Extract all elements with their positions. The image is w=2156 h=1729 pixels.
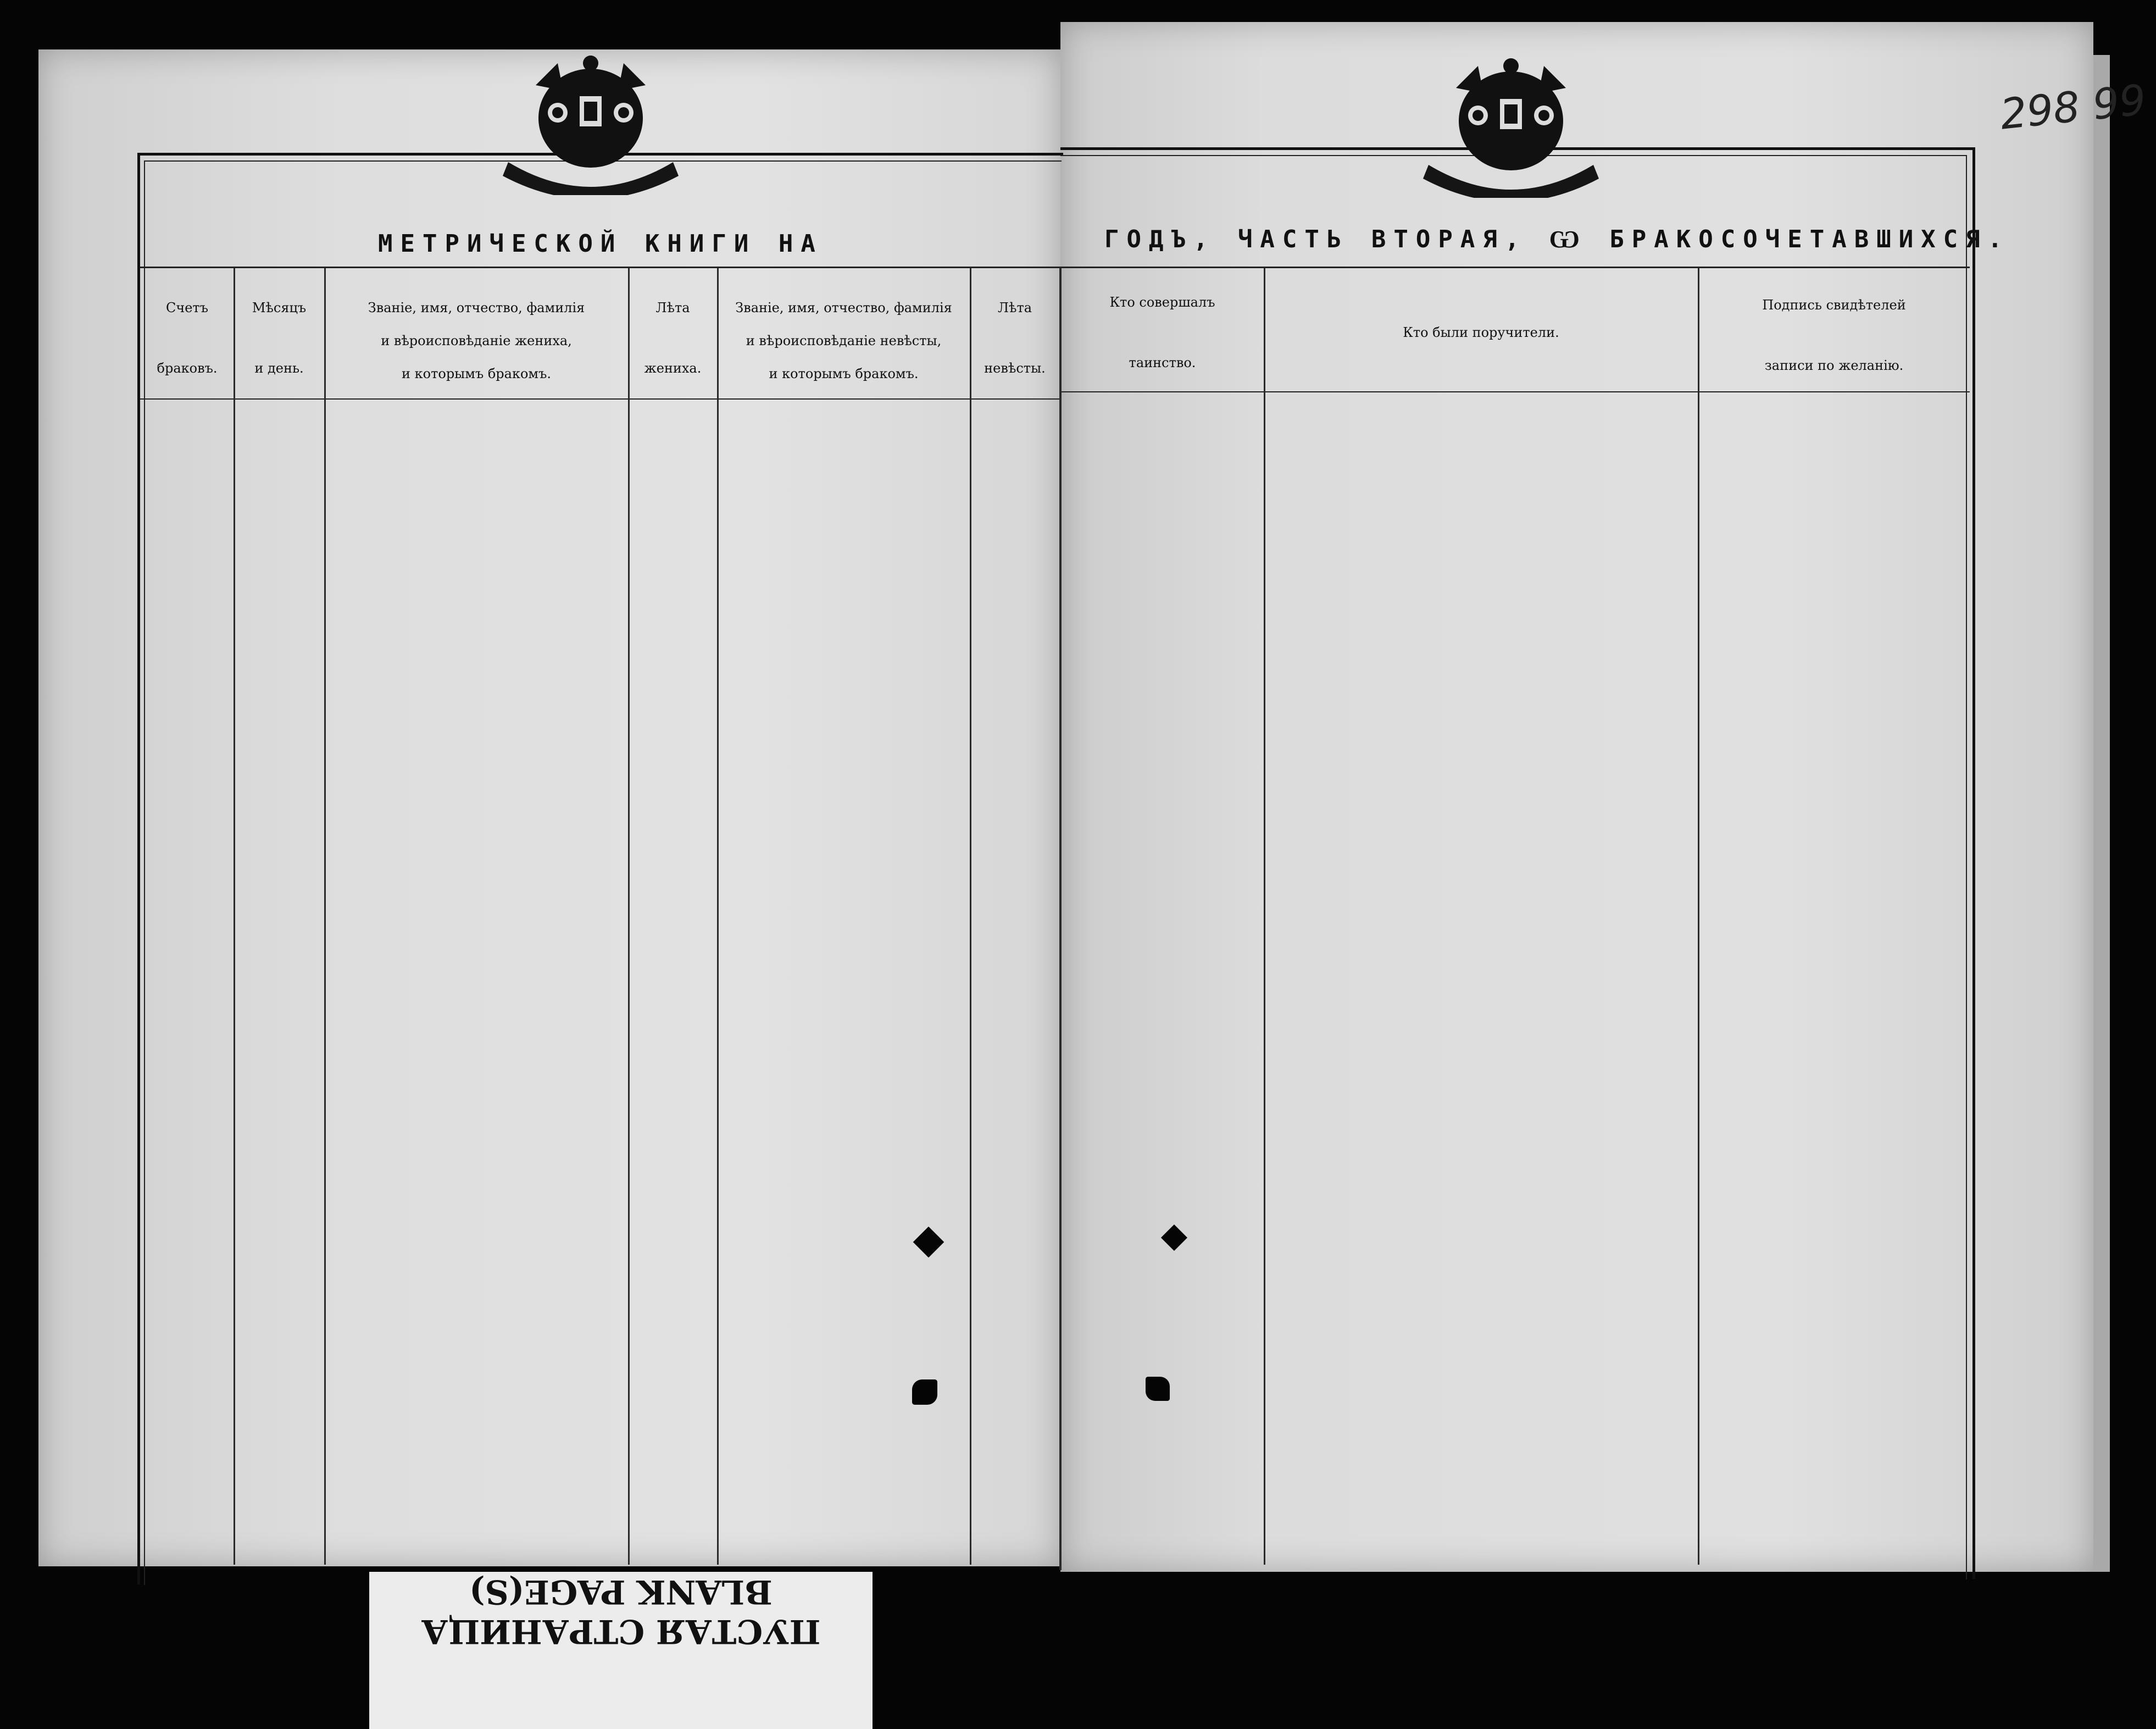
handwritten-page-number: 298 99 bbox=[1998, 75, 2148, 139]
column-header-bride-age: Лѣта невѣсты. bbox=[984, 300, 1046, 376]
column-header-guarantors: Кто были поручители. bbox=[1403, 325, 1559, 340]
header-top-rule-left bbox=[140, 267, 1060, 268]
column-header-officiant: Кто совершалъ таинство. bbox=[1109, 295, 1215, 370]
column-header-month-day: Мѣсяцъ и день. bbox=[252, 300, 307, 376]
column-divider bbox=[324, 268, 326, 1565]
column-header-groom-details: Званіе, имя, отчество, фамилія и вѣроисповѣданіе жениха, и которымъ бракомъ. bbox=[368, 300, 585, 381]
column-divider bbox=[970, 268, 971, 1565]
column-header-bride-details: Званіе, имя, отчество, фамилія и вѣроисповѣданіе невѣсты, и которымъ бракомъ. bbox=[735, 300, 952, 381]
column-divider-gutter bbox=[1059, 268, 1062, 1570]
column-divider bbox=[717, 268, 719, 1565]
header-bottom-rule-right bbox=[1060, 391, 1970, 392]
book-title-right: ГОДЪ, ЧАСТЬ ВТОРАЯ, Ѡ БРАКОСОЧЕТАВШИХСЯ. bbox=[1104, 225, 2010, 253]
header-top-rule-right bbox=[1060, 267, 1970, 268]
column-header-marriage-count: Счетъ браковъ. bbox=[157, 300, 218, 376]
column-header-witness-signatures: Подпись свидѣтелей записи по желанію. bbox=[1762, 297, 1906, 373]
paper-hole bbox=[912, 1379, 937, 1405]
stamp-english-text: BLANK PAGE(S) bbox=[469, 1572, 773, 1611]
header-bottom-rule-left bbox=[140, 398, 1060, 400]
double-headed-eagle-emblem-right bbox=[1418, 55, 1604, 198]
column-divider bbox=[1264, 268, 1265, 1565]
paper-hole bbox=[1146, 1377, 1170, 1401]
book-title-left: МЕТРИЧЕСКОЙ КНИГИ НА bbox=[378, 230, 823, 258]
stamp-russian-text: ПУСТАЯ СТРАНИЦА bbox=[421, 1612, 821, 1650]
double-headed-eagle-emblem-left bbox=[497, 52, 684, 195]
page-edge-strip bbox=[2093, 55, 2110, 1572]
column-divider bbox=[1698, 268, 1699, 1565]
column-header-groom-age: Лѣта жениха. bbox=[644, 300, 702, 376]
column-divider bbox=[628, 268, 630, 1565]
blank-page-stamp bbox=[369, 1572, 873, 1729]
column-divider bbox=[234, 268, 235, 1565]
